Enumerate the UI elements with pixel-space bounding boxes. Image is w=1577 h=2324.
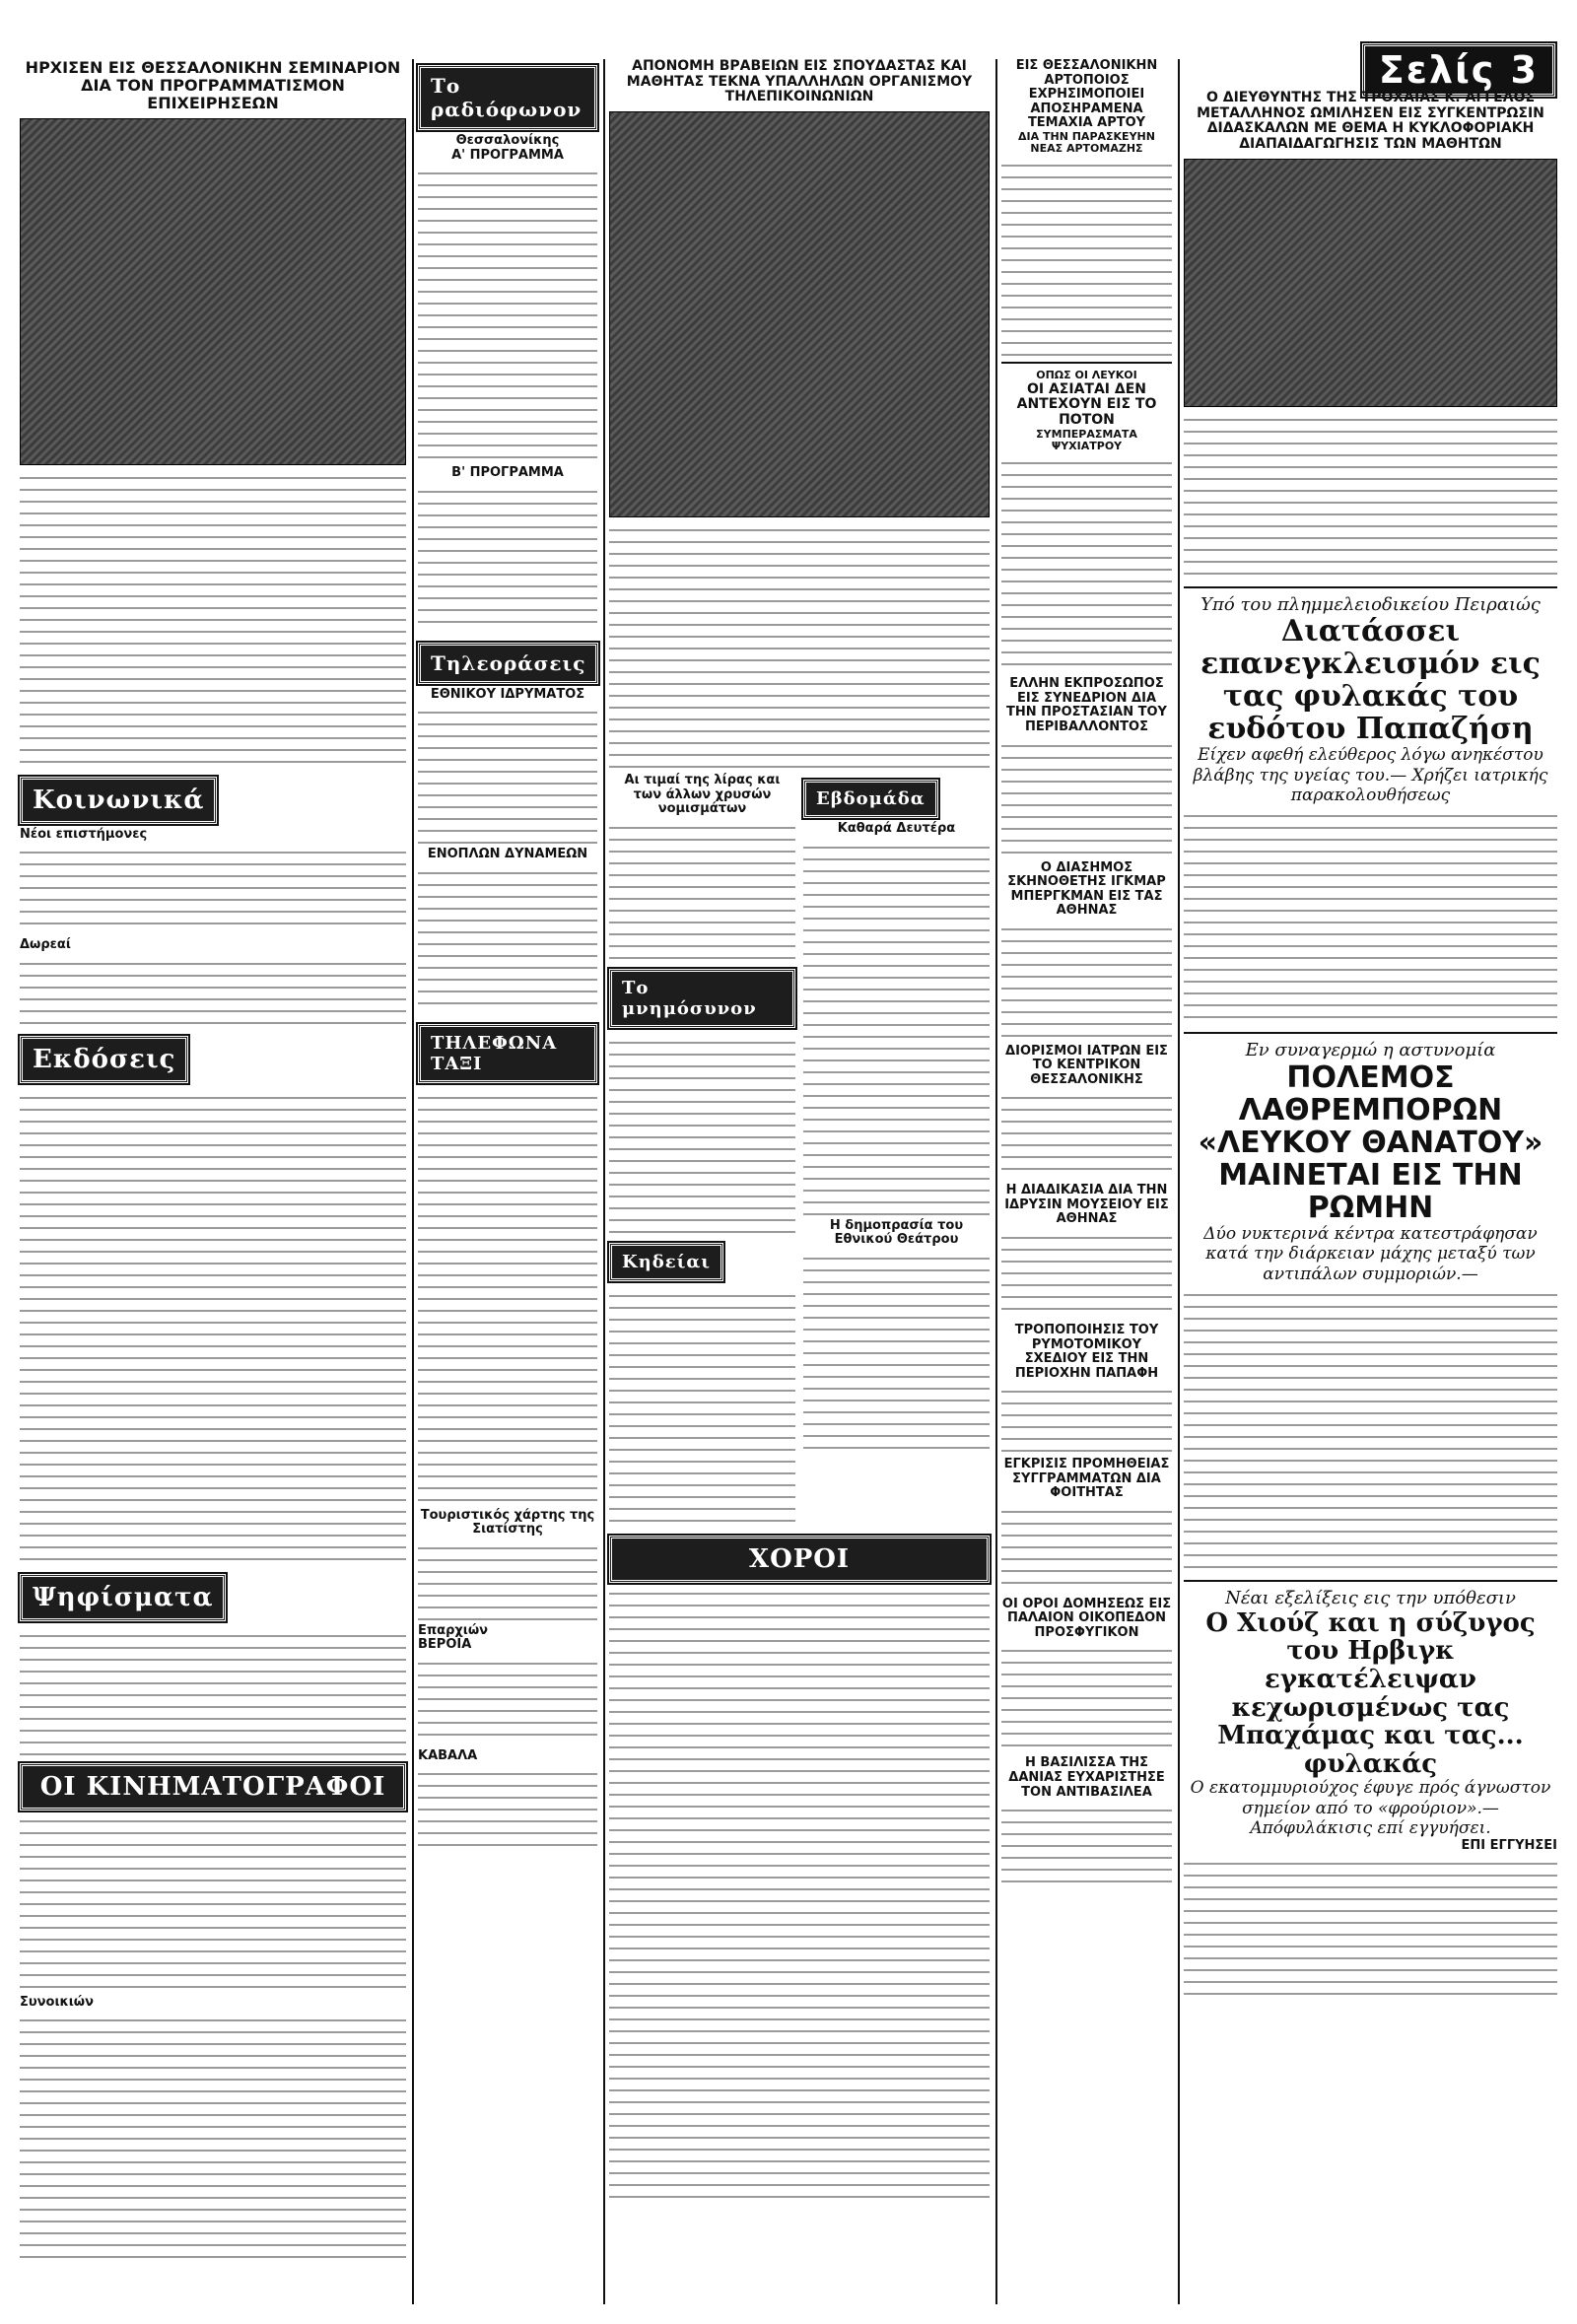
divider: [1001, 362, 1172, 364]
subhead-eggyisei: ΕΠΙ ΕΓΓΥΗΣΕΙ: [1461, 1837, 1557, 1853]
photo-seminar: [20, 118, 406, 465]
taxi-phone-list: [418, 1091, 597, 1505]
article-text: [1184, 809, 1557, 1026]
subhead-rwmi: Δύο νυκτερινά κέντρα κατεστράφησαν κατά την διάρκειαν μάχης μεταξύ των αντιπάλων συμμοριών.—: [1203, 1224, 1538, 1284]
article-text: [1001, 159, 1172, 356]
headline-seminar: ΗΡΧΙΣΕΝ ΕΙΣ ΘΕΣΣΑΛΟΝΙΚΗΝ ΣΕΜΙΝΑΡΙΟΝ ΔΙΑ ΤΟΝ ΠΡΟΓΡΑΜΜΑΤΙΣΜΟΝ ΕΠΙΧΕΙΡΗΣΕΩΝ: [25, 58, 401, 112]
column-rule: [412, 59, 414, 2304]
headline-rwmi: ΠΟΛΕΜΟΣ ΛΑΘΡΕΜΠΟΡΩΝ «ΛΕΥΚΟΥ ΘΑΝΑΤΟΥ» ΜΑΙΝΕΤΑΙ ΕΙΣ ΤΗΝ ΡΩΜΗΝ: [1198, 1060, 1543, 1226]
article-text: [1001, 739, 1172, 857]
gold-prices: [609, 821, 795, 959]
headline-hughes: Ο Χιούζ και η σύζυγος του Ηρβιγκ εγκατέλειψαν κεχωρισμένως τας Μπαχάμας και τας... φυλακάς: [1205, 1607, 1536, 1779]
column-rule: [603, 59, 605, 2304]
divider: [1184, 586, 1557, 588]
article-text: [1001, 1644, 1172, 1752]
subhead-papazisis: Είχεν αφεθή ελεύθερος λόγω ανηκέστου βλάβης της υγείας του.— Χρήζει ιατρικής παρακολουθήσεως: [1193, 745, 1548, 806]
dance-listings: [609, 1587, 990, 2198]
article-text: [1184, 1857, 1557, 2005]
headline-syggrammata: ΕΓΚΡΙΣΙΣ ΠΡΟΜΗΘΕΙΑΣ ΣΥΓΓΡΑΜΜΑΤΩΝ ΔΙΑ ΦΟΙΤΗΤΑΣ: [1003, 1457, 1170, 1501]
article-text: [1001, 923, 1172, 1041]
column-3: [609, 59, 990, 2304]
article-text: [1001, 1091, 1172, 1180]
headline-iatroi: ΔΙΟΡΙΣΜΟΙ ΙΑΤΡΩΝ ΕΙΣ ΤΟ ΚΕΝΤΡΙΚΟΝ ΘΕΣΣΑΛΟΝΙΚΗΣ: [1005, 1043, 1168, 1087]
section-mnimosyno: Το μνημόσυνον: [609, 969, 795, 1028]
subhead-paraskeui: ΔΙΑ ΤΗΝ ΠΑΡΑΣΚΕΥΗΝ ΝΕΑΣ ΑΡΤΟΜΑΖΗΣ: [1018, 129, 1155, 156]
photo-awards: [609, 111, 990, 517]
headline-asiatai: ΟΙ ΑΣΙΑΤΑΙ ΔΕΝ ΑΝΤΕΧΟΥΝ ΕΙΣ ΤΟ ΠΟΤΟΝ: [1016, 380, 1157, 429]
subhead-ws: ΟΠΩΣ ΟΙ ΛΕΥΚΟΙ: [1036, 369, 1137, 382]
subhead-eparxiwn: Επαρχιών: [418, 1622, 489, 1638]
article-text: [418, 1541, 597, 1620]
article-text: [803, 1252, 990, 1449]
kicker-astynomia: Εν συναγερμώ η αστυνομία: [1245, 1040, 1496, 1061]
subhead-symperasmata: ΣΥΜΠΕΡΑΣΜΑΤΑ ΨΥΧΙΑΤΡΟΥ: [1036, 427, 1137, 452]
page-section-logo: Σελίς 3: [1362, 43, 1555, 97]
radio-program: [418, 167, 597, 462]
section-kinimatografoi: ΟΙ ΚΙΝΗΜΑΤΟΓΡΑΦΟΙ: [20, 1763, 406, 1811]
headline-artopoios: ΕΙΣ ΘΕΣΣΑΛΟΝΙΚΗΝ ΑΡΤΟΠΟΙΟΣ ΕΧΡΗΣΙΜΟΠΟΙΕΙ ΑΠΟΣΗΡΑΜΕΝΑ ΤΕΜΑΧΙΑ ΑΡΤΟΥ: [1015, 58, 1158, 131]
section-tileorasis: Τηλεοράσεις: [418, 643, 598, 684]
article-text: [20, 846, 406, 934]
headline-bergman: Ο ΔΙΑΣΗΜΟΣ ΣΚΗΝΟΘΕΤΗΣ ΙΓΚΜΑΡ ΜΠΕΡΓΚΜΑΝ ΕΙΣ ΤΑΣ ΑΘΗΝΑΣ: [1007, 859, 1166, 919]
column-2: [418, 59, 597, 2304]
headline-papazisis: Διατάσσει επανεγκλεισμόν εις τας φυλακάς του ευδότου Παπαζήση: [1200, 614, 1541, 747]
article-text: [1001, 1385, 1172, 1454]
subhead-synoikiwn: Συνοικιών: [20, 1994, 94, 2010]
headline-vraveia: ΑΠΟΝΟΜΗ ΒΡΑΒΕΙΩΝ ΕΙΣ ΣΠΟΥΔΑΣΤΑΣ ΚΑΙ ΜΑΘΗΤΑΣ ΤΕΚΝΑ ΥΠΑΛΛΗΛΩΝ ΟΡΓΑΝΙΣΜΟΥ ΤΗΛΕΠΙΚΟΙΝΩΝΙΩΝ: [626, 58, 973, 105]
subhead-enoplon: ΕΝΟΠΛΩΝ ΔΥΝΑΜΕΩΝ: [427, 847, 588, 862]
kicker-peiraias: Υπό του πλημμελειοδικείου Πειραιώς: [1200, 593, 1541, 615]
subhead-veroia: ΒΕΡΟΙΑ: [418, 1637, 472, 1653]
divider: [1184, 1580, 1557, 1582]
subhead-dwreai: Δωρεαί: [20, 937, 71, 953]
article-text: [20, 1629, 406, 1757]
cinema-listings: [418, 1657, 597, 1745]
section-kideiai: Κηδείαι: [609, 1243, 723, 1281]
subhead-touristikos: Τουριστικός χάρτης της Σιατίστης: [420, 1507, 595, 1538]
kicker-hughes: Νέαι εξελίξεις εις την υπόθεσιν: [1225, 1588, 1516, 1609]
headline-ekprosopos: ΕΛΛΗΝ ΕΚΠΡΟΣΩΠΟΣ ΕΙΣ ΣΥΝΕΔΡΙΟΝ ΔΙΑ ΤΗΝ ΠΡΟΣΤΑΣΙΑΝ ΤΟΥ ΠΕΡΙΒΑΛΛΟΝΤΟΣ: [1006, 676, 1167, 734]
article-text: [1001, 456, 1172, 673]
section-tilefwna-taxi: ΤΗΛΕΦΩΝΑ ΤΑΞΙ: [418, 1024, 597, 1083]
subhead-kavala: ΚΑΒΑΛΑ: [418, 1747, 478, 1763]
subhead-prog-b: Β' ΠΡΟΓΡΑΜΜΑ: [451, 465, 564, 481]
article-text: [1001, 1804, 1172, 1892]
divider: [1184, 1032, 1557, 1034]
article-text: [609, 1289, 795, 1526]
subhead-thessalonikis: Θεσσαλονίκης: [455, 133, 560, 148]
column-1: [20, 59, 406, 2304]
section-koinonika: Κοινωνικά: [20, 777, 217, 824]
cinema-listings: [20, 2014, 406, 2260]
photo-trochaia: [1184, 159, 1557, 407]
headline-trochaia: Ο ΔΙΕΥΘΥΝΤΗΣ ΤΗΣ ΤΡΟΧΑΙΑΣ Κ. ΑΓΓΕΛΟΣ ΜΕΤΑΛΛΗΝΟΣ ΩΜΙΛΗΣΕΝ ΕΙΣ ΣΥΓΚΕΝΤΡΩΣΙΝ ΔΙΔΑΣΚΑΛΩΝ ΜΕ ΘΕΜΑ Η ΚΥΚΛΟΦΟΡΙΑΚΗ ΔΙΑΠΑΙΔΑΓΩΓΗΣΙΣ ΤΩΝ ΜΑΘΗΤΩΝ: [1197, 90, 1544, 153]
subhead-kathara: Καθαρά Δευτέρα: [837, 821, 956, 837]
headline-rymotomiko: ΤΡΟΠΟΠΟΙΗΣΙΣ ΤΟΥ ΡΥΜΟΤΟΜΙΚΟΥ ΣΧΕΔΙΟΥ ΕΙΣ ΤΗΝ ΠΕΡΙΟΧΗΝ ΠΑΠΑΦΗ: [1014, 1322, 1159, 1381]
radio-program: [418, 485, 597, 633]
subhead-neoi: Νέοι επιστήμονες: [20, 826, 148, 842]
subhead-ethnikou: ΕΘΝΙΚΟΥ ΙΔΡΥΜΑΤΟΣ: [430, 686, 585, 702]
article-text: [20, 1091, 406, 1564]
section-psifismata: Ψηφίσματα: [20, 1574, 226, 1621]
article-text: [1184, 1288, 1557, 1574]
tv-program: [418, 706, 597, 844]
headline-oroi: ΟΙ ΟΡΟΙ ΔΟΜΗΣΕΩΣ ΕΙΣ ΠΑΛΑΙΟΝ ΟΙΚΟΠΕΔΟΝ ΠΡΟΣΦΥΓΙΚΟΝ: [1001, 1596, 1172, 1640]
subhead-prog-a: Α' ΠΡΟΓΡΑΜΜΑ: [451, 147, 564, 163]
article-text: [1001, 1231, 1172, 1320]
article-text: [609, 1036, 795, 1233]
headline-vasilissa: Η ΒΑΣΙΛΙΣΣΑ ΤΗΣ ΔΑΝΙΑΣ ΕΥΧΑΡΙΣΤΗΣΕ ΤΟΝ ΑΝΤΙΒΑΣΙΛΕΑ: [1008, 1755, 1165, 1800]
cinema-listings: [20, 1814, 406, 1992]
article-text: [1001, 1505, 1172, 1594]
column-5: [1184, 91, 1557, 2304]
article-text: [20, 957, 406, 1026]
section-ekdoseis: Εκδόσεις: [20, 1036, 188, 1083]
column-rule: [1178, 59, 1180, 2304]
article-text: [803, 841, 990, 1215]
cinema-listings: [418, 1767, 597, 1856]
section-radiofwno: Το ραδιόφωνον: [418, 65, 597, 130]
column-rule: [995, 59, 997, 2304]
subhead-hughes: Ο εκατομμυριούχος έφυγε πρός άγνωστον σημείον από το «φρούριον».— Απόφυλάκισις επί εγγυήσει.: [1190, 1778, 1551, 1839]
subhead-lires: Αι τιμαί της λίρας και των άλλων χρυσών νομισμάτων: [624, 773, 781, 817]
column-4: [1001, 59, 1172, 2304]
headline-mouseio: Η ΔΙΑΔΙΚΑΣΙΑ ΔΙΑ ΤΗΝ ΙΔΡΥΣΙΝ ΜΟΥΣΕΙΟΥ ΕΙΣ ΑΘΗΝΑΣ: [1004, 1183, 1169, 1227]
subhead-dimoprasia: Η δημοπρασία του Εθνικού Θεάτρου: [829, 1217, 964, 1248]
section-evdomada: Εβδομάδα: [803, 780, 938, 818]
article-text: [1184, 413, 1557, 581]
section-xoroi: ΧΟΡΟΙ: [609, 1536, 990, 1583]
article-text: [609, 523, 990, 770]
tv-program: [418, 866, 597, 1014]
article-text: [20, 471, 406, 767]
